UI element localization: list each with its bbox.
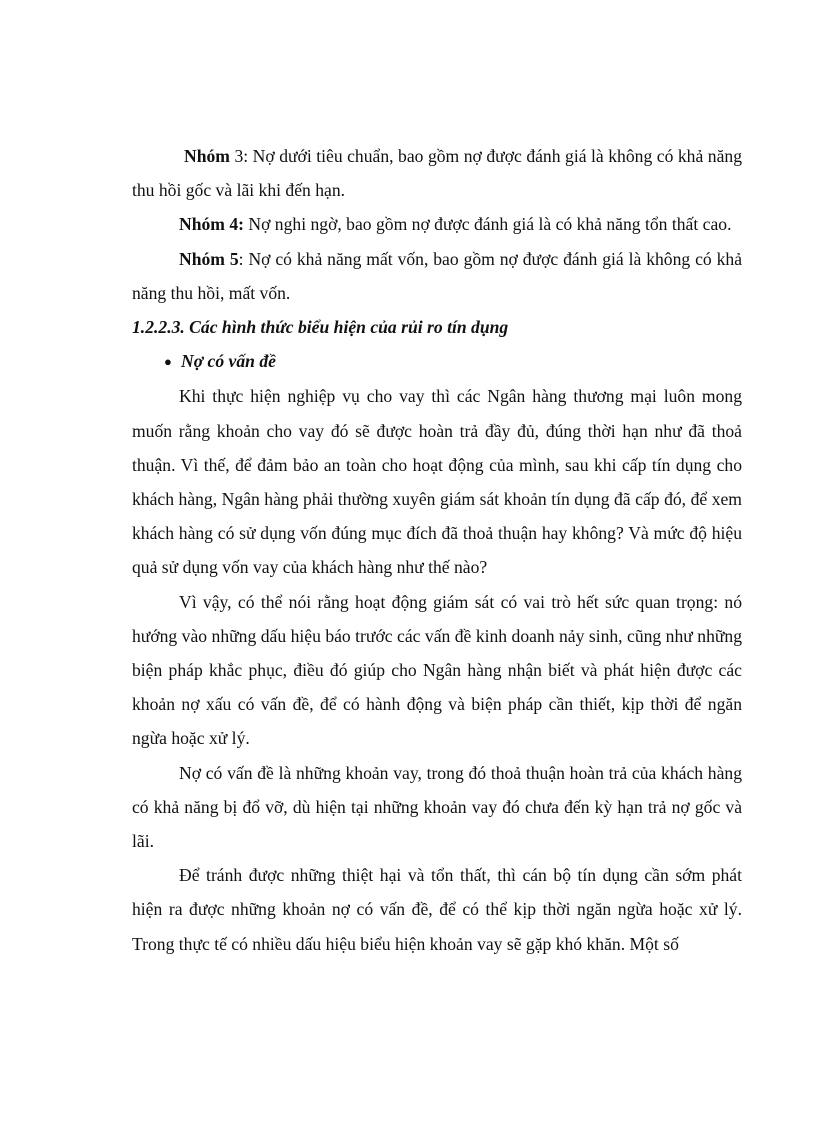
paragraph-2: Vì vậy, có thể nói rằng hoạt động giám sát có vai trò hết sức quan trọng: nó hướng vào những dấu hiệu báo trước các vấn đề kinh doanh nảy sinh, cũng như những biện pháp khắc phục, điều đó giúp cho Ngân hàng nhận biết và phát hiện được các khoản nợ xấu có vấn đề, để có hành động và biện pháp cần thiết, kịp thời để ngăn ngừa hoặc xử lý. [132,591,742,749]
nhom-5-text: : Nợ có khả năng mất vốn, bao gồm nợ được đánh giá là không có khả năng thu hồi, mất vốn. [132,248,743,303]
paragraph-nhom-4 [132,207,742,241]
bullet-item [132,344,742,379]
nhom-3-label: Nhóm [184,146,230,166]
paragraph-4: Để tránh được những thiệt hại và tổn thất, thì cán bộ tín dụng cần sớm phát hiện ra được những khoản nợ có vấn đề, để có thể kịp thời ngăn ngừa hoặc xử lý. Trong thực tế có nhiều dấu hiệu biểu hiện khoản vay sẽ gặp khó khăn. Một số [132,865,742,954]
paragraph-1: Khi thực hiện nghiệp vụ cho vay thì các Ngân hàng thương mại luôn mong muốn rằng khoản cho vay đó sẽ được hoàn trả đầy đủ, đúng thời hạn như đã thoả thuận. Vì thế, để đảm bảo an toàn cho hoạt động của mình, sau khi cấp tín dụng cho khách hàng, Ngân hàng phải thường xuyên giám sát khoản tín dụng đã cấp đó, để xem khách hàng có sử dụng vốn đúng mục đích đã thoả thuận hay không? Và mức độ hiệu quả sử dụng vốn vay của khách hàng như thế nào? [132,386,742,578]
bullet-dot-icon: ● [164,354,172,370]
section-heading: 1.2.2.3. Các hình thức biểu hiện của rủi ro tín dụng [132,317,509,338]
nhom-3-text: : Nợ dưới tiêu chuẩn, bao gồm nợ được đánh giá là không có khả năng thu hồi gốc và lãi khi đến hạn. [132,146,742,201]
nhom-5-label: Nhóm 5 [179,248,239,269]
nhom-3-number: 3 [229,146,244,166]
document-page [132,139,742,961]
paragraph-nhom-3 [132,139,742,207]
nhom-4-label: Nhóm 4: [179,214,244,235]
paragraph-nhom-5 [132,242,742,310]
bullet-text: Nợ có vấn đề [181,351,276,372]
paragraph-3: Nợ có vấn đề là những khoản vay, trong đó thoả thuận hoàn trả của khách hàng có khả năng bị đổ vỡ, dù hiện tại những khoản vay đó chưa đến kỳ hạn trả nợ gốc và lãi. [132,762,742,852]
nhom-4-text: Nợ nghi ngờ, bao gồm nợ được đánh giá là có khả năng tổn thất cao. [244,214,732,235]
